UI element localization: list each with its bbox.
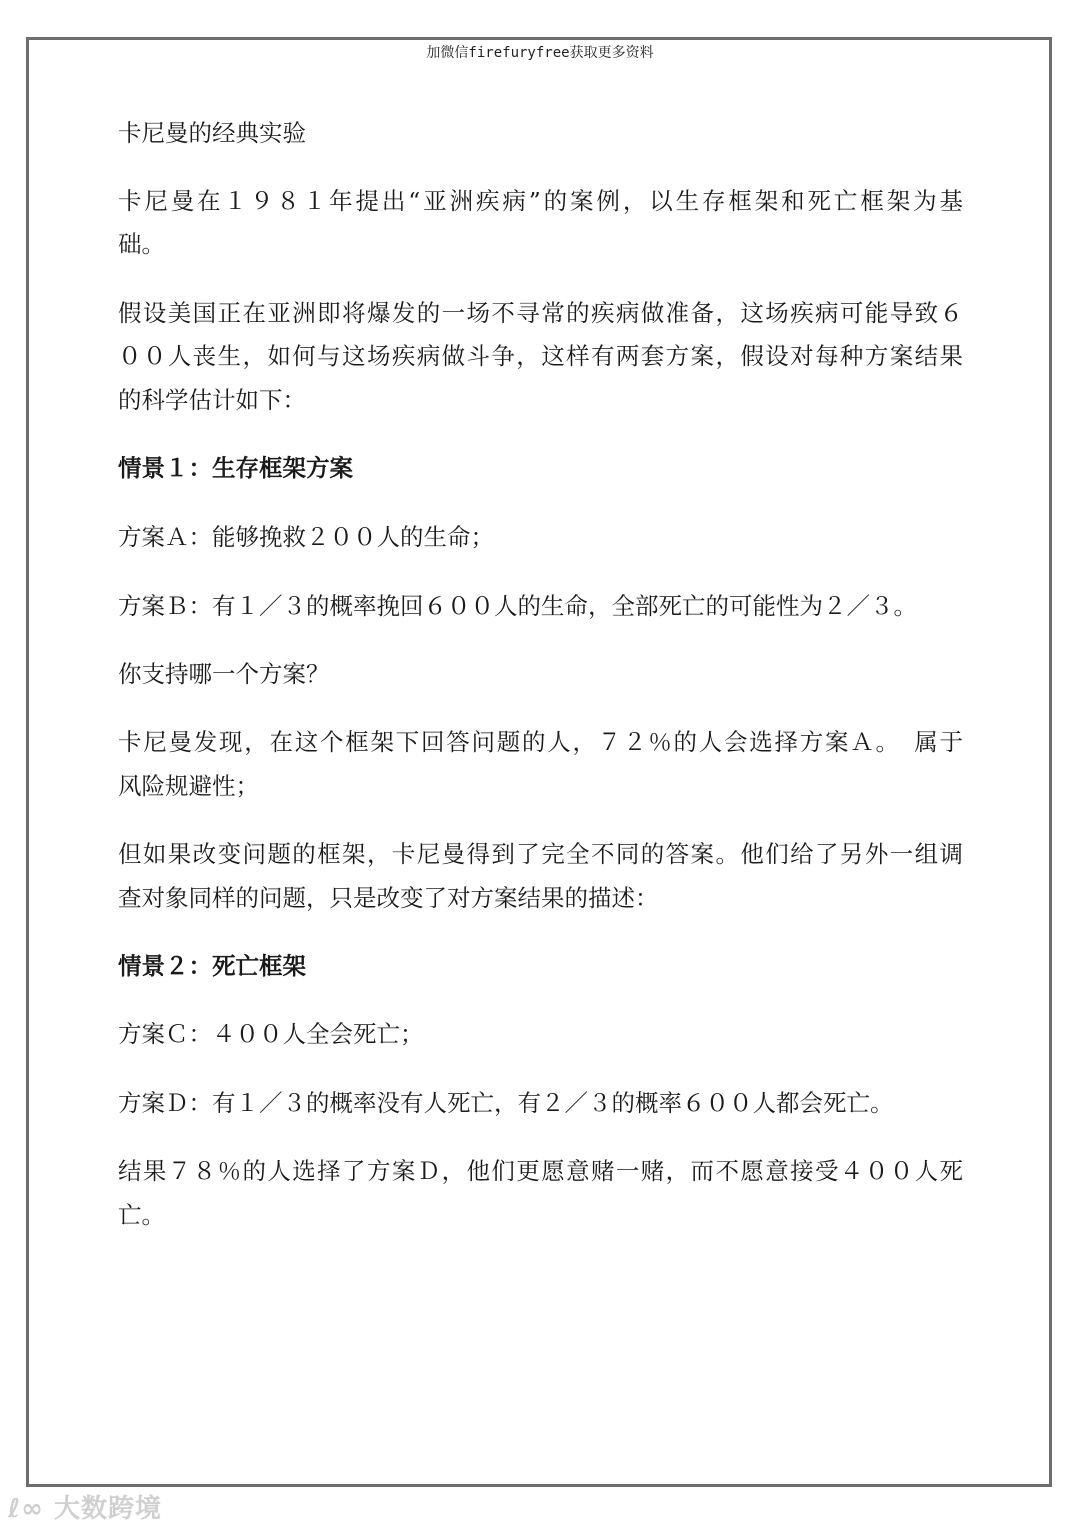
paragraph-line: 的科学估计如下： [118,386,306,414]
paragraph-line: 方案Ａ：能够挽救２００人的生命； [118,523,494,551]
paragraph-line: 卡尼曼发现，在这个框架下回答问题的人，７２％的人会选择方案Ａ。 属于 [118,728,963,756]
watermark-logo [8,1488,162,1525]
watermark-text: 大数跨境 [53,1494,162,1524]
paragraph-line: 亡。 [118,1201,165,1229]
paragraph-line: 你支持哪一个方案？ [118,660,330,688]
paragraph-line: 卡尼曼在１９８１年提出“亚洲疾病”的案例，以生存框架和死亡框架为基 [118,187,963,215]
document-title: 卡尼曼的经典实验 [118,119,306,147]
page-header: 加微信firefuryfree获取更多资料 [426,45,654,61]
paragraph-line: 查对象同样的问题，只是改变了对方案结果的描述： [118,884,659,912]
paragraph-line: 础。 [118,230,165,258]
section-heading: 情景２：死亡框架 [118,952,306,980]
paragraph-line: 方案Ｂ：有１／３的概率挽回６００人的生命，全部死亡的可能性为２／３。 [118,592,917,620]
paragraph-line: 方案Ｄ：有１／３的概率没有人死亡，有２／３的概率６００人都会死亡。 [118,1089,894,1117]
watermark-logo-icon: ℓ∞ [8,1494,44,1524]
paragraph-line: ００人丧生，如何与这场疾病做斗争，这样有两套方案，假设对每种方案结果 [118,342,963,370]
section-heading: 情景１：生存框架方案 [118,454,353,482]
paragraph-line: 假设美国正在亚洲即将爆发的一场不寻常的疾病做准备，这场疾病可能导致６ [118,299,963,327]
paragraph-line: 风险规避性； [118,772,259,800]
paragraph-line: 但如果改变问题的框架，卡尼曼得到了完全不同的答案。他们给了另外一组调 [118,840,963,868]
paragraph-line: 方案Ｃ：４００人全会死亡； [118,1020,424,1048]
paragraph-line: 结果７８％的人选择了方案Ｄ，他们更愿意赌一赌，而不愿意接受４００人死 [118,1157,963,1185]
